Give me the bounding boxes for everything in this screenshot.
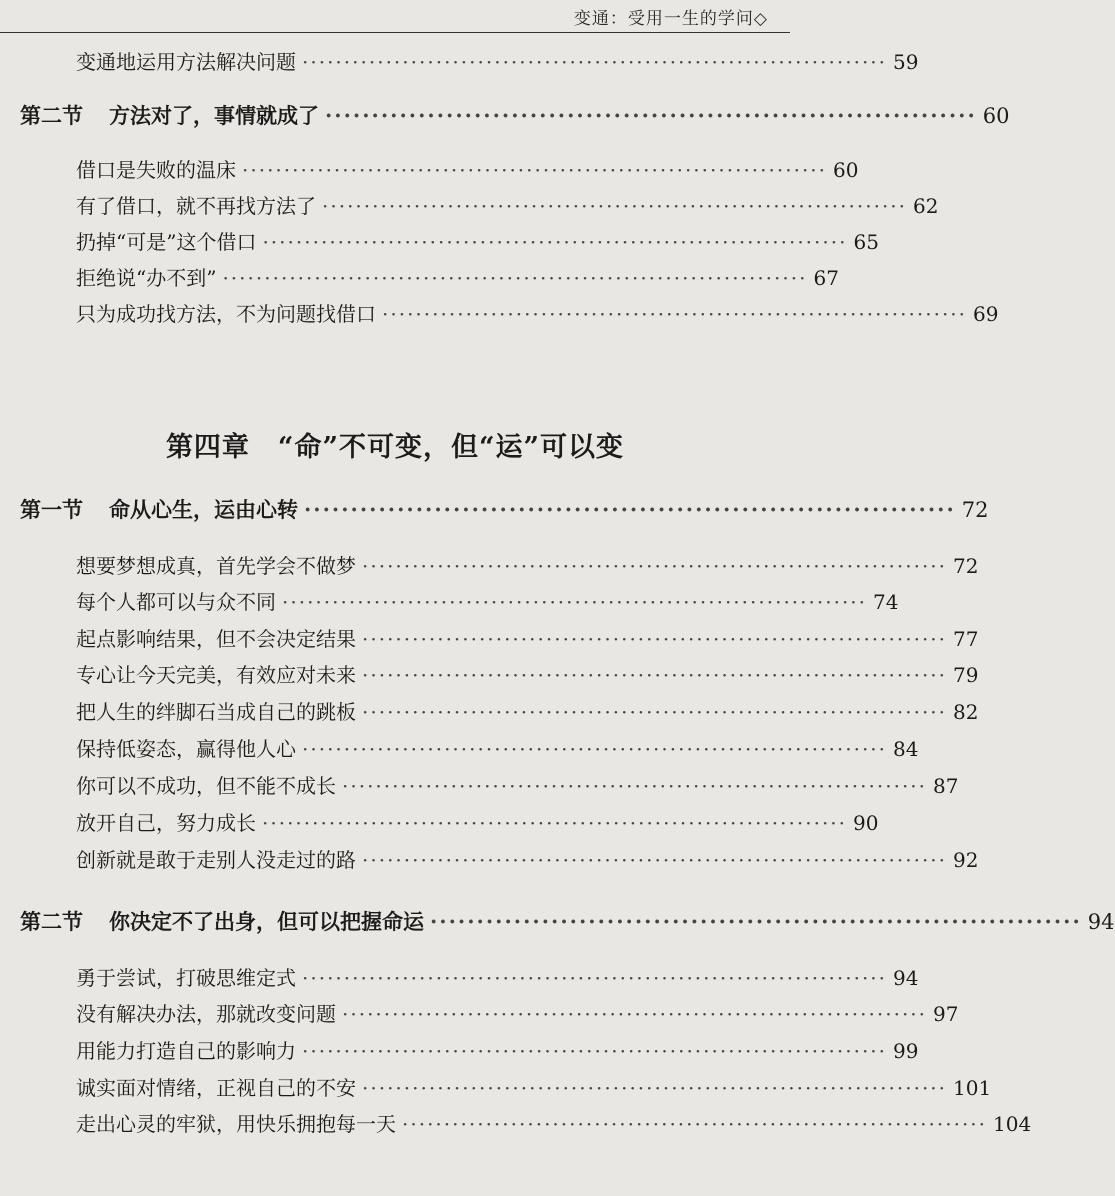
entry-page: 74 (873, 590, 899, 614)
entry-page: 60 (833, 158, 859, 182)
section-label: 第二节 (20, 103, 83, 128)
header-rule (0, 32, 790, 33)
entry-page: 92 (953, 848, 979, 872)
leader-dots: ······································································ (342, 774, 928, 798)
entry-title: 每个人都可以与众不同 (76, 590, 276, 614)
leader-dots: ······································································ (262, 811, 848, 835)
section-page: 94 (1087, 910, 1115, 934)
section-title: 方法对了，事情就成了 (109, 103, 319, 128)
toc-section[interactable] (20, 906, 1115, 936)
entry-page: 90 (853, 811, 879, 835)
leader-dots: ······································································ (362, 848, 948, 872)
leader-dots: ······································································ (430, 909, 1082, 934)
entry-page: 72 (953, 554, 979, 578)
entry-page: 62 (913, 194, 939, 218)
entry-title: 变通地运用方法解决问题 (76, 50, 296, 74)
toc-entry[interactable] (76, 807, 879, 836)
leader-dots: ······································································ (302, 50, 888, 74)
entry-page: 87 (933, 774, 959, 798)
toc-entry[interactable] (76, 844, 979, 873)
entry-page: 94 (893, 966, 919, 990)
section-page: 72 (961, 498, 989, 522)
leader-dots: ······································································ (304, 497, 956, 522)
entry-title: 拒绝说“办不到” (76, 266, 217, 290)
leader-dots: ······································································ (362, 554, 948, 578)
leader-dots: ······································································ (322, 194, 908, 218)
entry-title: 勇于尝试，打破思维定式 (76, 966, 296, 990)
toc-section[interactable] (20, 100, 1010, 130)
section-title: 命从心生，运由心转 (109, 497, 298, 522)
leader-dots: ······································································ (302, 1039, 888, 1063)
toc-entry[interactable] (76, 226, 879, 255)
toc-entry[interactable] (76, 190, 939, 219)
entry-title: 只为成功找方法，不为问题找借口 (76, 302, 376, 326)
toc-entry[interactable] (76, 770, 959, 799)
entry-title: 扔掉“可是”这个借口 (76, 230, 257, 254)
toc-entry[interactable] (76, 46, 919, 75)
entry-title: 想要梦想成真，首先学会不做梦 (76, 554, 356, 578)
section-label: 第二节 (20, 909, 83, 934)
leader-dots: ······································································ (362, 1076, 948, 1100)
entry-title: 保持低姿态，赢得他人心 (76, 737, 296, 761)
section-page: 60 (982, 104, 1010, 128)
leader-dots: ······································································ (302, 737, 888, 761)
toc-section[interactable] (20, 494, 989, 524)
leader-dots: ······································································ (362, 663, 948, 687)
leader-dots: ······································································ (402, 1112, 988, 1136)
entry-page: 104 (993, 1112, 1032, 1136)
leader-dots: ······································································ (242, 158, 828, 182)
toc-entry[interactable] (76, 696, 979, 725)
leader-dots: ······································································ (325, 103, 977, 128)
entry-page: 99 (893, 1039, 919, 1063)
entry-page: 59 (893, 50, 919, 74)
entry-title: 你可以不成功，但不能不成长 (76, 774, 336, 798)
toc-entry[interactable] (76, 154, 859, 183)
running-header: 变通：受用一生的学问◇ (573, 9, 768, 29)
toc-entry[interactable] (76, 659, 979, 688)
leader-dots: ······································································ (342, 1002, 928, 1026)
entry-title: 走出心灵的牢狱，用快乐拥抱每一天 (76, 1112, 396, 1136)
leader-dots: ······································································ (262, 230, 848, 254)
chapter-title: 第四章 “命”不可变，但“运”可以变 (165, 432, 625, 463)
section-title: 你决定不了出身，但可以把握命运 (109, 909, 424, 934)
entry-page: 77 (953, 627, 979, 651)
toc-entry[interactable] (76, 962, 919, 991)
entry-page: 82 (953, 700, 979, 724)
entry-title: 借口是失败的温床 (76, 158, 236, 182)
leader-dots: ······································································ (362, 627, 948, 651)
entry-title: 有了借口，就不再找方法了 (76, 194, 316, 218)
toc-entry[interactable] (76, 623, 979, 652)
toc-entry[interactable] (76, 586, 899, 615)
toc-entry[interactable] (76, 298, 999, 327)
entry-title: 创新就是敢于走别人没走过的路 (76, 848, 356, 872)
leader-dots: ······································································ (222, 266, 808, 290)
leader-dots: ······································································ (362, 700, 948, 724)
toc-entry[interactable] (76, 1072, 992, 1101)
entry-page: 84 (893, 737, 919, 761)
leader-dots: ······································································ (382, 302, 968, 326)
toc-entry[interactable] (76, 1035, 919, 1064)
entry-title: 把人生的绊脚石当成自己的跳板 (76, 700, 356, 724)
entry-page: 65 (853, 230, 879, 254)
toc-entry[interactable] (76, 998, 959, 1027)
entry-page: 69 (973, 302, 999, 326)
entry-page: 101 (953, 1076, 992, 1100)
toc-entry[interactable] (76, 550, 979, 579)
entry-title: 放开自己，努力成长 (76, 811, 256, 835)
entry-title: 起点影响结果，但不会决定结果 (76, 627, 356, 651)
entry-page: 67 (813, 266, 839, 290)
entry-title: 诚实面对情绪，正视自己的不安 (76, 1076, 356, 1100)
toc-entry[interactable] (76, 262, 839, 291)
leader-dots: ······································································ (302, 966, 888, 990)
entry-page: 79 (953, 663, 979, 687)
section-label: 第一节 (20, 497, 83, 522)
entry-title: 没有解决办法，那就改变问题 (76, 1002, 336, 1026)
toc-entry[interactable] (76, 1108, 1032, 1137)
entry-page: 97 (933, 1002, 959, 1026)
entry-title: 用能力打造自己的影响力 (76, 1039, 296, 1063)
leader-dots: ······································································ (282, 590, 868, 614)
toc-entry[interactable] (76, 733, 919, 762)
entry-title: 专心让今天完美，有效应对未来 (76, 663, 356, 687)
